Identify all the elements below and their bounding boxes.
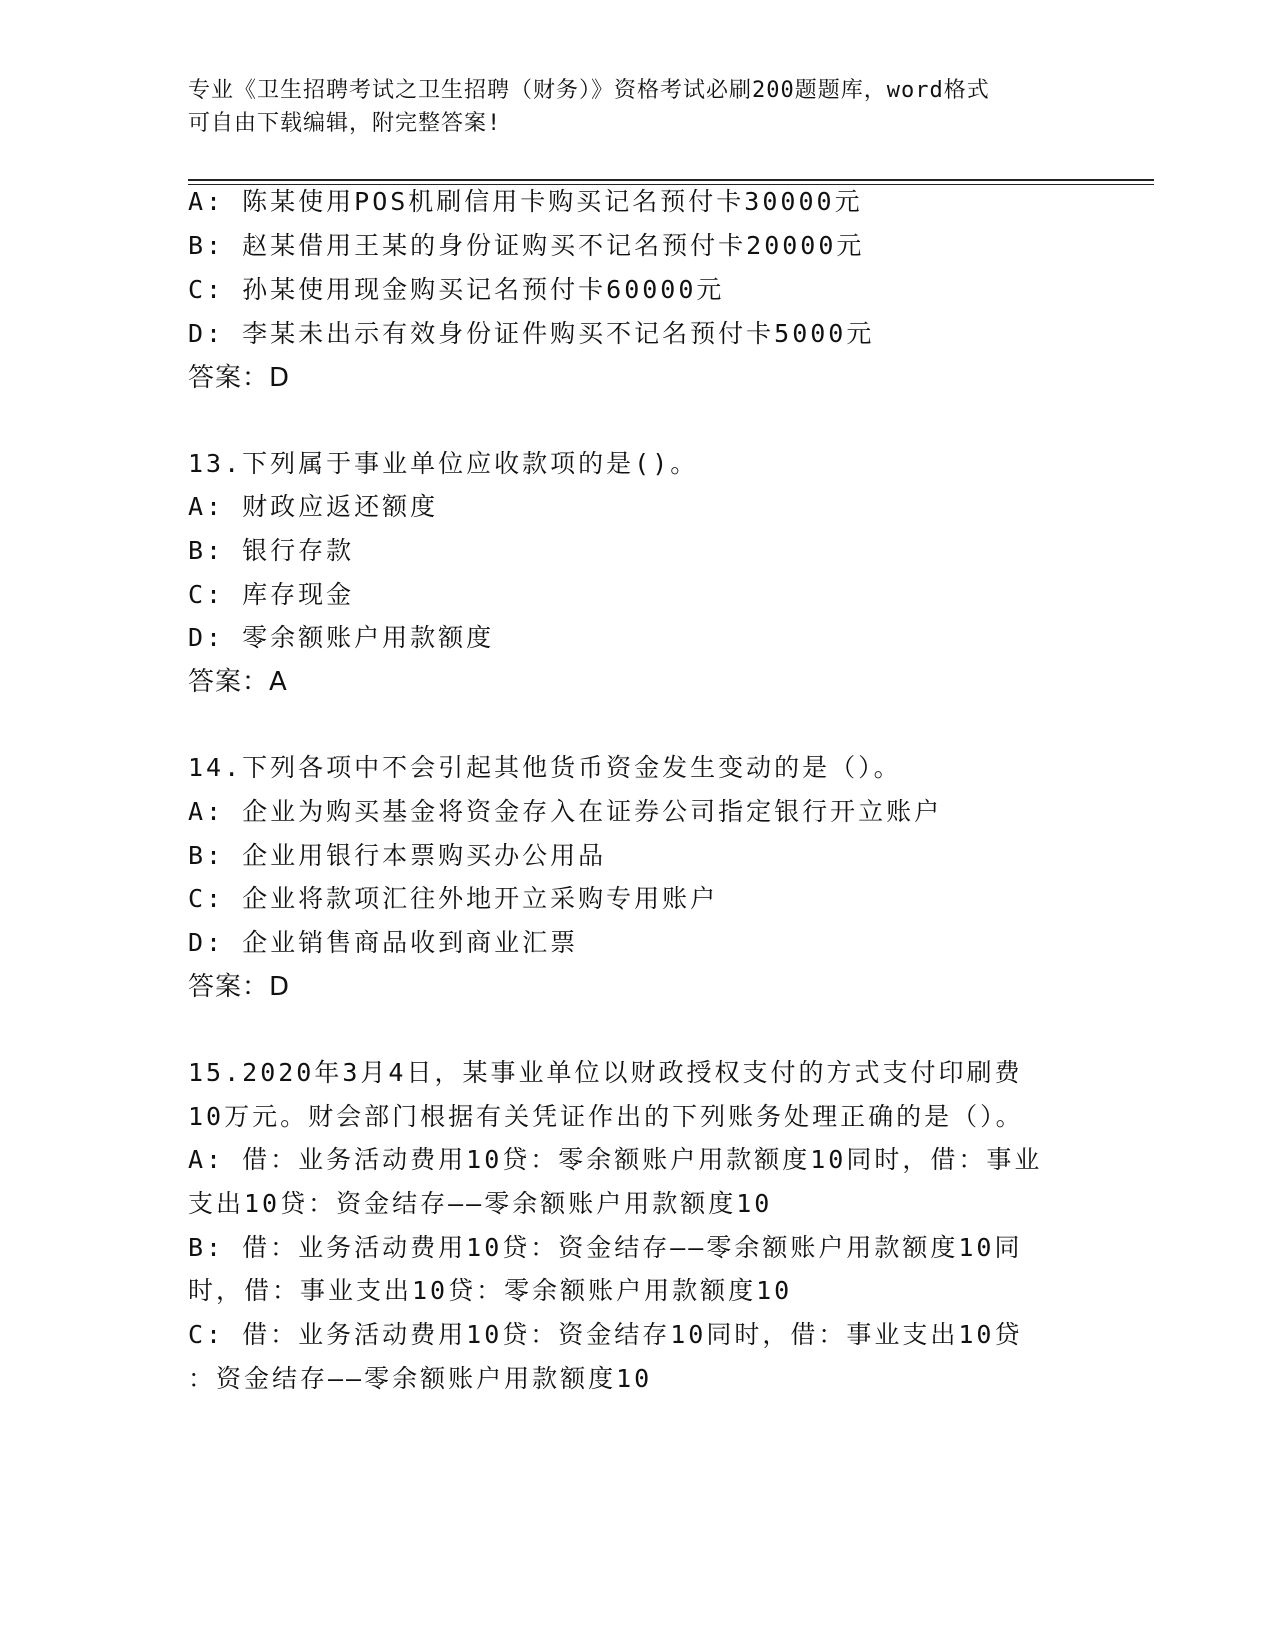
q15-option-a-line-1: A: 借：业务活动费用10贷：零余额账户用款额度10同时，借：事业	[188, 1145, 1043, 1174]
header-line-1: 专业《卫生招聘考试之卫生招聘（财务）》资格考试必刷200题题库，word格式	[188, 78, 990, 103]
q12-option-c: C: 孙某使用现金购买记名预付卡60000元	[188, 275, 725, 304]
q12-option-a: A: 陈某使用POS机刷信用卡购买记名预付卡30000元	[188, 187, 863, 216]
q15-option-a-line-2: 支出10贷：资金结存——零余额账户用款额度10	[188, 1189, 773, 1218]
q15-option-b-line-1: B: 借：业务活动费用10贷：资金结存——零余额账户用款额度10同	[188, 1233, 1023, 1262]
q13-stem: 13.下列属于事业单位应收款项的是()。	[188, 449, 699, 478]
q15-option-c-line-1: C: 借：业务活动费用10贷：资金结存10同时，借：事业支出10贷	[188, 1320, 1023, 1349]
q14-option-d: D: 企业销售商品收到商业汇票	[188, 928, 579, 957]
q13-option-c: C: 库存现金	[188, 580, 355, 609]
q14-answer: 答案：D	[188, 972, 291, 1002]
document-header	[188, 74, 1088, 140]
header-line-2: 可自由下载编辑，附完整答案!	[188, 111, 502, 136]
q14-stem: 14.下列各项中不会引起其他货币资金发生变动的是（）。	[188, 753, 902, 782]
q15-stem-line-1: 15.2020年3月4日，某事业单位以财政授权支付的方式支付印刷费	[188, 1058, 1023, 1087]
header-divider	[188, 179, 1154, 185]
q15-option-c-line-2: ：资金结存——零余额账户用款额度10	[188, 1364, 653, 1393]
q13-option-b: B: 银行存款	[188, 536, 355, 565]
q14-option-a: A: 企业为购买基金将资金存入在证券公司指定银行开立账户	[188, 797, 943, 826]
q15-option-b-line-2: 时，借：事业支出10贷：零余额账户用款额度10	[188, 1276, 793, 1305]
q12-option-b: B: 赵某借用王某的身份证购买不记名预付卡20000元	[188, 231, 865, 260]
q14-option-c: C: 企业将款项汇往外地开立采购专用账户	[188, 884, 719, 913]
q12-answer: 答案：D	[188, 363, 291, 393]
q13-option-d: D: 零余额账户用款额度	[188, 623, 495, 652]
q15-stem-line-2: 10万元。财会部门根据有关凭证作出的下列账务处理正确的是（）。	[188, 1102, 1024, 1131]
q12-option-d: D: 李某未出示有效身份证件购买不记名预付卡5000元	[188, 319, 875, 348]
q13-answer: 答案：A	[188, 667, 288, 697]
q13-option-a: A: 财政应返还额度	[188, 492, 439, 521]
q14-option-b: B: 企业用银行本票购买办公用品	[188, 841, 607, 870]
